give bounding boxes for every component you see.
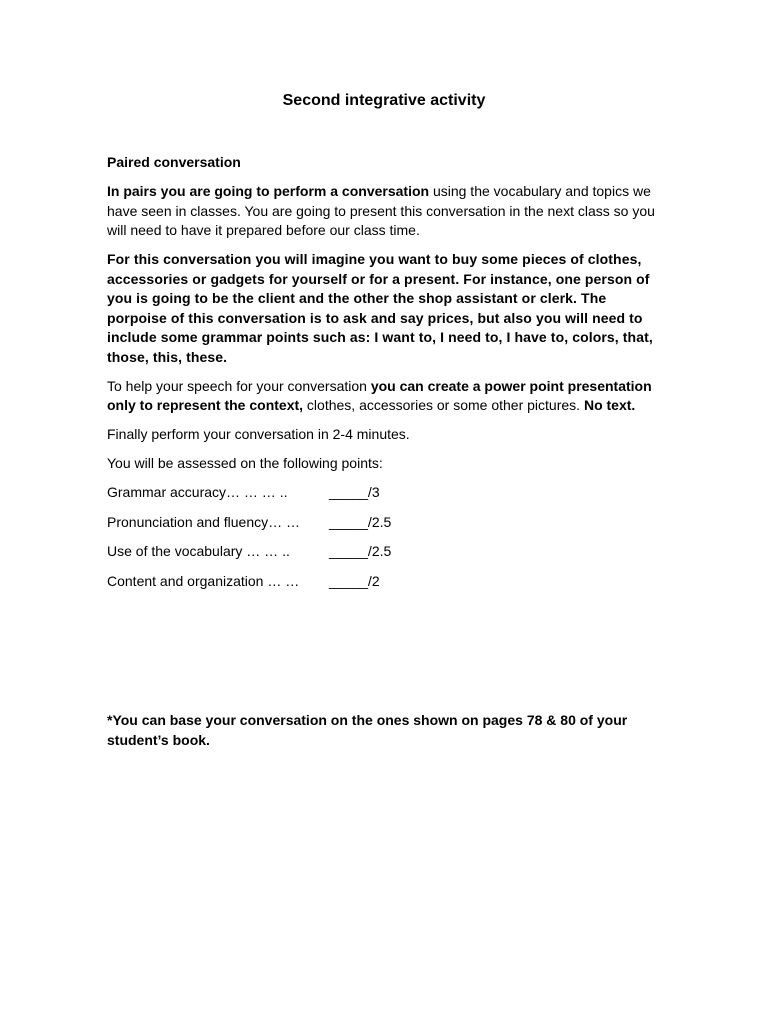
document-body: [107, 153, 655, 601]
grading-row: [107, 542, 655, 562]
presentation-text-middle: clothes, accessories or some other pictures.: [303, 397, 584, 413]
grading-row: [107, 483, 655, 503]
grading-criterion: Use of the vocabulary … … ..: [107, 543, 290, 559]
instructions-paragraph: For this conversation you will imagine you want to buy some pieces of clothes, accessories or gadgets for yourself or for a present. For instance, one person of you is going to be the client and the other the shop assistant or clerk. The porpoise of this conversation is to ask and say prices, but also you will need to include some grammar points such as: I want to, I need to, I have to, colors, that, those, this, these.: [107, 251, 653, 365]
section-subtitle: Paired conversation: [107, 154, 241, 170]
grading-row: [107, 513, 655, 533]
grading-criterion: Grammar accuracy… … … ..: [107, 484, 288, 500]
duration-paragraph: Finally perform your conversation in 2-4 minutes.: [107, 426, 410, 442]
presentation-text-start: To help your speech for your conversation: [107, 377, 371, 394]
grading-score: _____/2: [329, 572, 380, 589]
grading-row: [107, 572, 655, 592]
presentation-bold-text: you can create a power point presentation only to represent the context,: [107, 377, 652, 413]
intro-paragraph: [107, 182, 655, 241]
presentation-paragraph: [107, 377, 655, 416]
grading-criterion: Content and organization … …: [107, 572, 300, 589]
document-title: Second integrative activity: [282, 92, 486, 109]
grading-score: _____/3: [329, 484, 380, 500]
footnote: *You can base your conversation on the ones shown on pages 78 & 80 of your student’s book.: [107, 712, 628, 748]
grading-score: _____/2.5: [329, 543, 392, 559]
grading-criterion: Pronunciation and fluency… …: [107, 513, 300, 530]
assessment-intro: You will be assessed on the following points:: [107, 455, 383, 471]
no-text-note: No text.: [583, 397, 636, 413]
grading-score: _____/2.5: [329, 513, 392, 530]
intro-bold-text: In pairs you are going to perform a conversation: [107, 183, 430, 199]
intro-text: using the vocabulary and topics we have seen in classes. You are going to present this conversation in the next class so you will need to have it prepared before our class time.: [107, 183, 655, 238]
